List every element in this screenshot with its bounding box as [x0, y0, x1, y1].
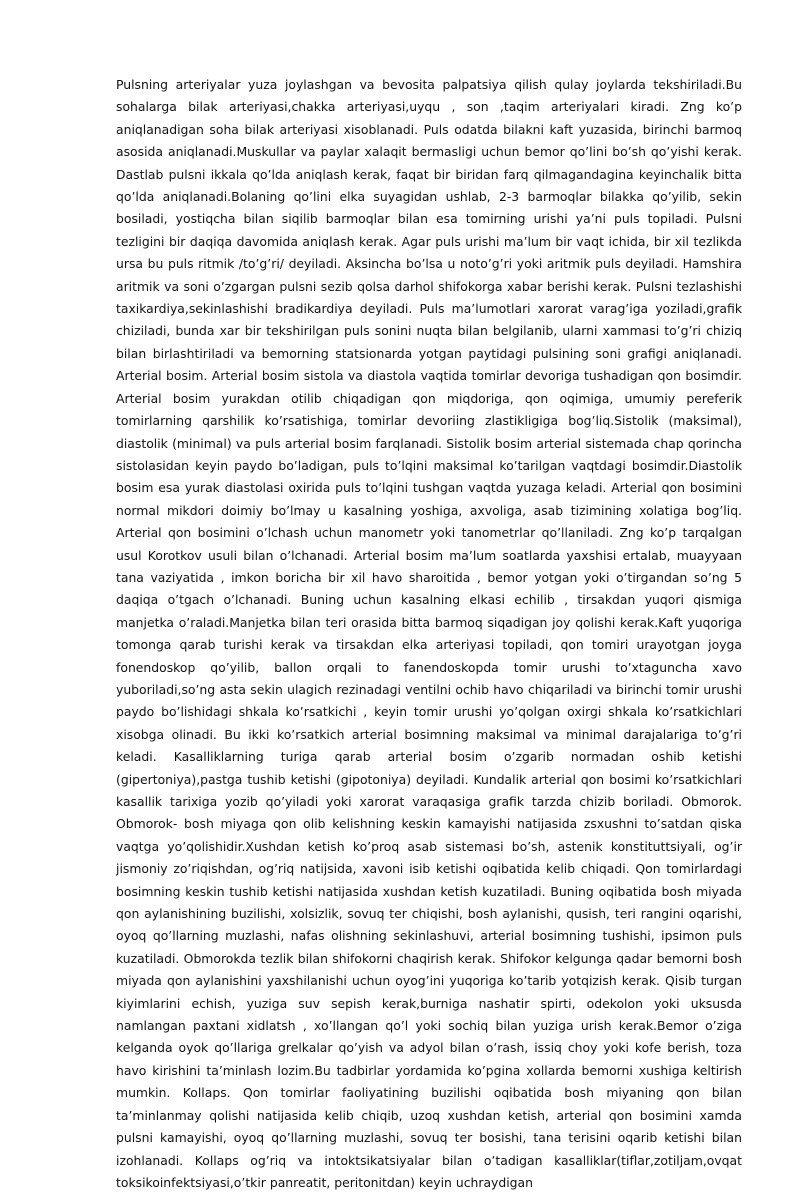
document-page — [116, 74, 742, 1194]
body-paragraph: Pulsning arteriyalar yuza joylashgan va bevosita palpatsiya qilish qulay joylarda tekshiriladi.Bu sohalarga bilak arteriyasi,chakka arteriyasi,uyqu , son ,taqim arteriyalari kiradi. Zng ko’p aniqlanadigan soha bilak arteriyasi xisoblanadi. Puls odatda bilakni kaft yuzasida, birinchi barmoq asosida aniqlanadi.Muskullar va paylar xalaqit bermasligi uchun bemor qo’lini bo’sh qo’yishi kerak. Dastlab pulsni ikkala qo’lda aniqlash kerak, faqat bir biridan farq qilmagandagina keyinchalik bitta qo’lda aniqlanadi.Bolaning qo’lini elka suyagidan ushlab, 2-3 barmoqlar bilakka qo’yilib, sekin bosiladi, yostiqcha bilan siqilib barmoqlar bilan esa tomirning urishi ya’ni puls topiladi. Pulsni tezligini bir daqiqa davomida aniqlash kerak. Agar puls urishi ma’lum bir vaqt ichida, bir xil tezlikda ursa bu puls ritmik /to’g’ri/ deyiladi. Aksincha bo’lsa u noto’g’ri yoki aritmik puls deyiladi. Hamshira aritmik va soni o’zgargan pulsni sezib qolsa darhol shifokorga xabar berishi kerak. Pulsni tezlashishi taxikardiya,sekinlashishi bradikardiya deyiladi. Puls ma’lumotlari xarorat varag’iga yoziladi,grafik chiziladi, bunda xar bir tekshirilgan puls sonini nuqta bilan belgilanib, ularni xammasi to’g’ri chiziq bilan birlashtiriladi va bemorning statsionarda yotgan paytidagi pulsining soni grafigi aniqlanadi. Arterial bosim. Arterial bosim sistola va diastola vaqtida tomirlar devoriga tushadigan qon bosimdir. Arterial bosim yurakdan otilib chiqadigan qon miqdoriga, qon oqimiga, umumiy pereferik tomirlarning qarshilik ko’rsatishiga, tomirlar devoriing zlastikligiga bog’liq.Sistolik (maksimal), diastolik (minimal) va puls arterial bosim farqlanadi. Sistolik bosim arterial sistemada chap qorincha sistolasidan keyin paydo bo’ladigan, puls to’lqini maksimal ko’tarilgan vaqtdagi bosimdir.Diastolik bosim esa yurak diastolasi oxirida puls to’lqini tushgan vaqtda yuzaga keladi. Arterial qon bosimini normal mikdori doimiy bo’lmay u kasalning yoshiga, axvoliga, asab tizimining xolatiga bog’liq. Arterial qon bosimini o’lchash uchun manometr yoki tanometrlar qo’llaniladi. Zng ko’p tarqalgan usul Korotkov usuli bilan o’lchanadi. Arterial bosim ma’lum soatlarda yaxshisi ertalab, muayyaan tana vaziyatida , imkon boricha bir xil havo sharoitida , bemor yotgan yoki o’tirgandan so’ng 5 daqiqa o’tgach o’lchanadi. Buning uchun kasalning elkasi echilib , tirsakdan yuqori qismiga manjetka o’raladi.Manjetka bilan teri orasida bitta barmoq siqadigan joy qolishi kerak.Kaft yuqoriga tomonga qarab turishi kerak va tirsakdan elka arteriyasi topiladi, qon tomiri urayotgan joyga fonendoskop qo’yilib, ballon orqali to fanendoskopda tomir urushi to’xtaguncha xavo yuboriladi,so’ng asta sekin ulagich rezinadagi ventilni ochib havo chiqariladi va birinchi tomir urushi paydo bo’lishidagi shkala ko’rsatkichi , keyin tomir urushi yo’qolgan oxirgi shkala ko’rsatkichlari xisobga olinadi. Bu ikki ko’rsatkich arterial bosimning maksimal va minimal darajalariga to’g’ri keladi. Kasalliklarning turiga qarab arterial bosim o’zgarib normadan oshib ketishi (gipertoniya),pastga tushib ketishi (gipotoniya) deyiladi. Kundalik arterial qon bosimi ko’rsatkichlari kasallik tarixiga yozib qo’yiladi yoki xarorat varaqasiga grafik tarzda chizib boriladi. Obmorok. Obmorok- bosh miyaga qon olib kelishning keskin kamayishi natijasida zsxushni to’satdan qiska vaqtga yo’qolishidir.Xushdan ketish ko’proq asab sistemasi bo’sh, astenik konstituttsiyali, og’ir jismoniy zo’riqishdan, og’riq natijsida, xavoni isib ketishi oqibatida kelib chiqadi. Qon tomirlardagi bosimning keskin tushib ketishi natijasida xushdan ketish kuzatiladi. Buning oqibatida bosh miyada qon aylanishining buzilishi, xolsizlik, sovuq ter chiqishi, bosh aylanishi, qusish, teri rangini oqarishi, oyoq qo’llarning muzlashi, nafas olishning sekinlashuvi, arterial bosimning tushishi, ipsimon puls kuzatiladi. Obmorokda tezlik bilan shifokorni chaqirish kerak. Shifokor kelgunga qadar bemorni bosh miyada qon aylanishini yaxshilanishi uchun oyog’ini yuqoriga ko’tarib yotqizish kerak. Qisib turgan kiyimlarini echish, yuziga suv sepish kerak,burniga nashatir spirti, odekolon yoki uksusda namlangan paxtani xidlatsh , xo’llangan qo’l yoki sochiq bilan yuziga urish kerak.Bemor o’ziga kelganda oyok qo’llariga grelkalar qo’yish va adyol bilan o’rash, issiq choy yoki kofe berish, toza havo kirishini ta’minlash lozim.Bu tadbirlar yordamida ko’pgina xollarda bemorni xushiga keltirish mumkin. Kollaps. Qon tomirlar faoliyatining buzilishi oqibatida bosh miyaning qon bilan ta’minlanmay qolishi natijasida kelib chiqib, uzoq xushdan ketish, arterial qon bosimini xamda pulsni kamayishi, oyoq qo’llarning muzlashi, sovuq ter bosishi, tana terisini oqarib ketishi bilan izohlanadi. Kollaps og’riq va intoktsikatsiyalar bilan o’tadigan kasalliklar(tiflar,zotiljam,ovqat toksikoinfektsiyasi,o’tkir panreatit, peritonitdan) keyin uchraydigan — [116, 77, 742, 1190]
